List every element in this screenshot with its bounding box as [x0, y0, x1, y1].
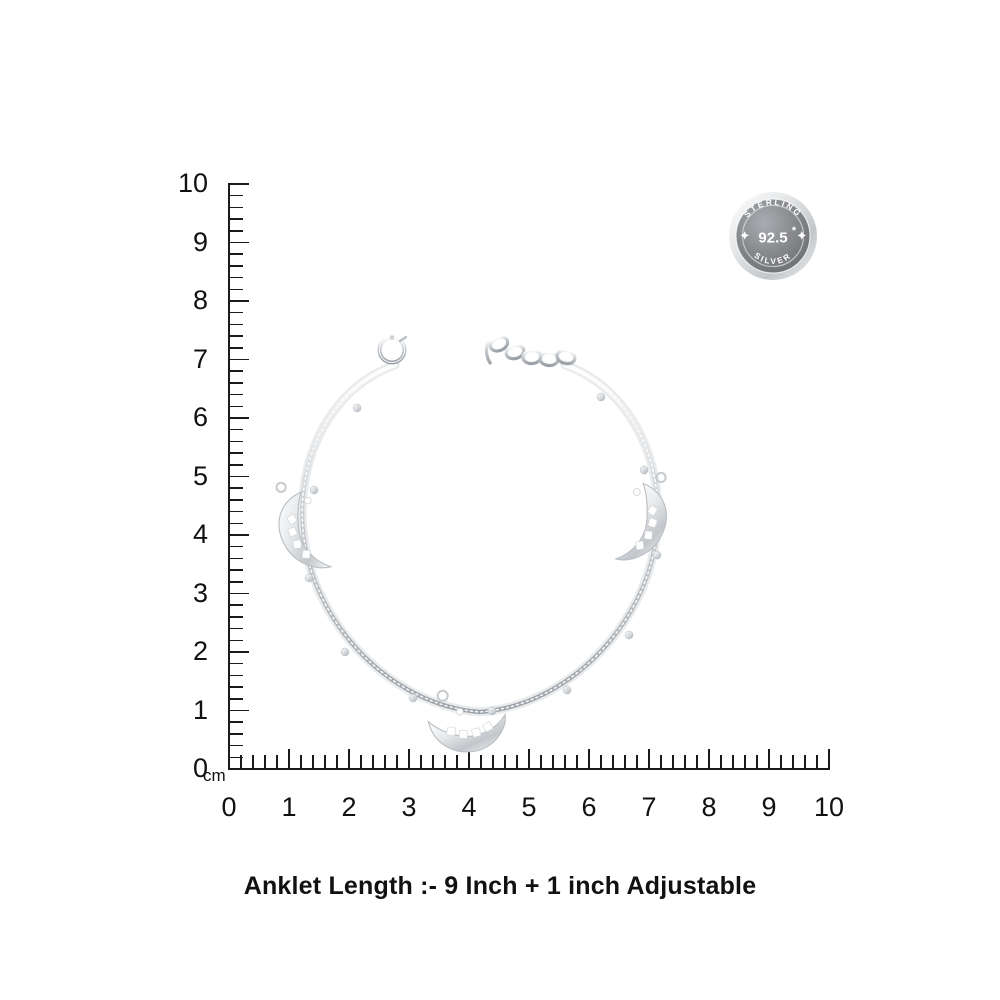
ruler-y-label: 6: [192, 402, 208, 432]
ruler-y-label: 5: [192, 460, 208, 491]
ruler-x-tick: [792, 755, 794, 768]
ruler-x-label: 9: [761, 792, 777, 822]
ruler-x-label: 8: [701, 792, 717, 822]
ruler-x-label: 4: [461, 792, 477, 822]
ruler-y-tick: [230, 277, 243, 279]
spring-ring-clasp: [380, 335, 407, 362]
ruler-x-tick: [756, 755, 758, 768]
ruler-y-label: 10: [177, 168, 208, 198]
ruler-x-label: 3: [401, 792, 417, 822]
ruler-x-tick: [780, 755, 782, 768]
chain-beads: [305, 393, 661, 715]
ruler-y-label: 2: [192, 636, 208, 666]
ruler-x-tick: [732, 755, 734, 768]
ruler-y-tick: [230, 289, 243, 291]
hallmark-bottom-text: SILVER: [752, 250, 794, 267]
product-image-anklet: [230, 330, 730, 780]
crescent-moon-charm-left: [267, 476, 331, 578]
ruler-y-label: 4: [192, 519, 208, 549]
ruler-y-tick: [230, 230, 243, 232]
ruler-y-tick: [230, 265, 243, 267]
ruler-y-label: 8: [192, 285, 208, 315]
ruler-y-tick: [230, 312, 243, 314]
ruler-x-label: 0: [221, 792, 237, 822]
ruler-y-tick: [230, 207, 243, 209]
ruler-y-label: 1: [192, 694, 208, 725]
ruler-x-tick: [804, 755, 806, 768]
crescent-moon-charm-right: [616, 467, 677, 568]
ruler-x-label: 10: [813, 792, 845, 822]
ruler-x-tick: [828, 749, 830, 768]
ruler-x-tick: [744, 755, 746, 768]
ruler-y-tick: [230, 242, 249, 244]
ruler-y-tick: [230, 195, 243, 197]
product-caption: Anklet Length :- 9 Inch + 1 inch Adjustable: [243, 872, 757, 900]
ruler-y-tick: [230, 183, 249, 185]
ruler-x-tick: [768, 749, 770, 768]
ruler-y-tick: [230, 218, 243, 220]
sterling-silver-hallmark-badge: [728, 191, 818, 281]
ruler-x-label: 5: [521, 792, 537, 822]
ruler-x-tick: [816, 755, 818, 768]
ruler-y-label: 9: [192, 226, 208, 257]
ruler-y-tick: [230, 300, 249, 302]
ruler-y-label: 3: [192, 577, 208, 608]
ruler-y-tick: [230, 253, 243, 255]
crescent-moon-charm-bottom: [426, 687, 507, 755]
ruler-y-label: 7: [192, 343, 208, 374]
anklet-chain: [302, 365, 658, 712]
hallmark-superscript: *: [791, 225, 797, 237]
hallmark-top-text: STERLING: [742, 197, 804, 220]
ruler-y-label: 0: [192, 753, 208, 783]
chain-extender: [487, 334, 577, 366]
ruler-unit-label: cm: [203, 766, 226, 785]
ruler-x-label: 6: [581, 792, 597, 822]
ruler-x-label: 1: [281, 792, 297, 822]
hallmark-purity-text: 92.5: [758, 229, 788, 247]
ruler-y-tick: [230, 324, 243, 326]
ruler-x-label: 7: [641, 792, 657, 822]
ruler-x-label: 2: [341, 792, 357, 822]
